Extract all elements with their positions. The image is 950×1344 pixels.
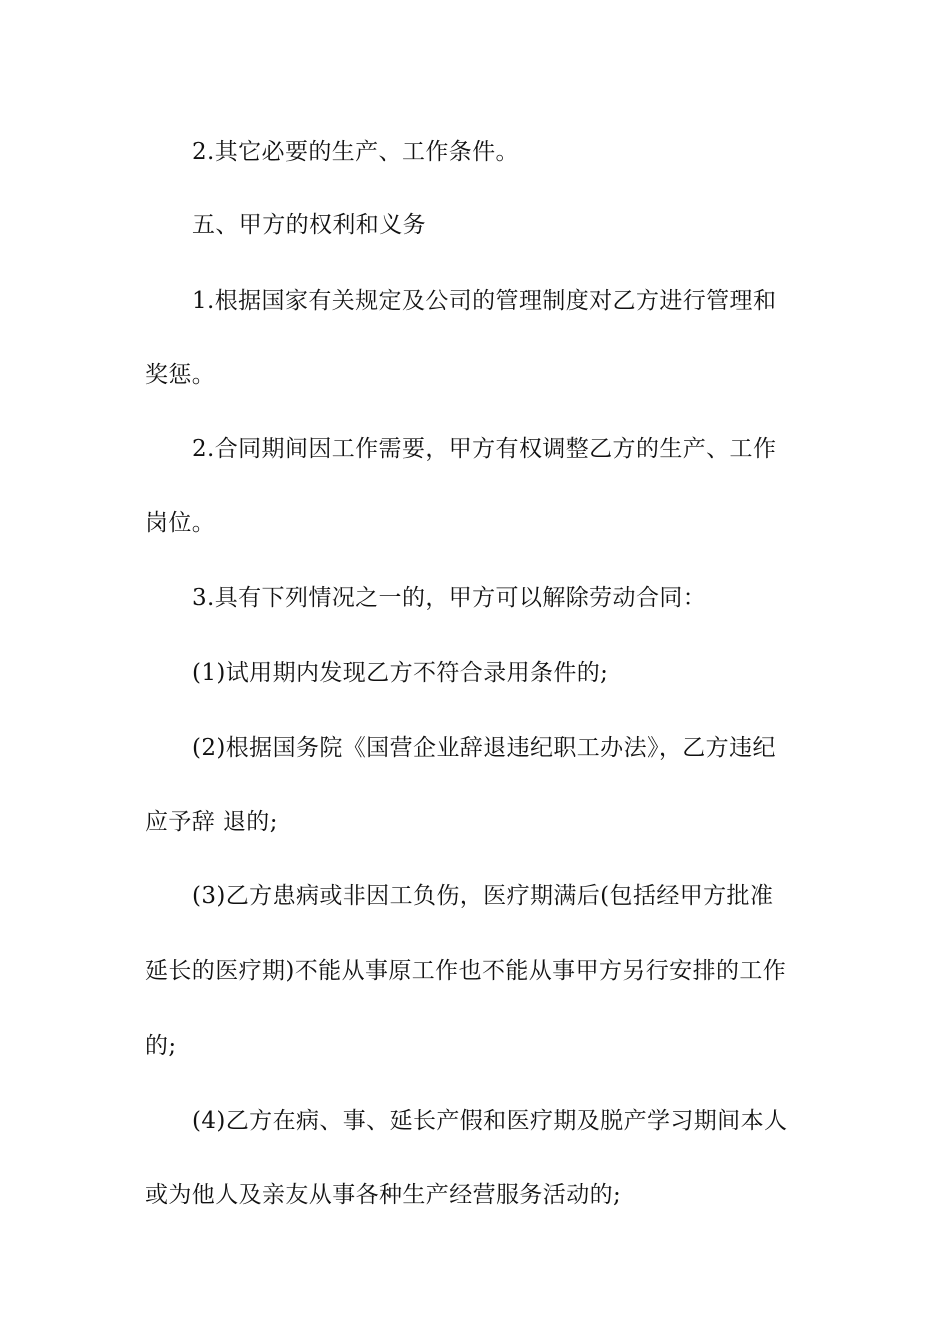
item-terminate-contract: 3.具有下列情况之一的，甲方可以解除劳动合同： [192, 585, 707, 611]
item-management-line2: 奖惩。 [145, 362, 216, 388]
section-heading-party-a-rights: 五、甲方的权利和义务 [192, 212, 426, 238]
item-adjust-position-line1: 2.合同期间因工作需要，甲方有权调整乙方的生产、工作 [192, 436, 777, 462]
subitem-2-line1: (2)根据国务院《国营企业辞退违纪职工办法》，乙方违纪 [192, 735, 776, 761]
item-other-conditions: 2.其它必要的生产、工作条件。 [192, 139, 519, 165]
item-adjust-position-line2: 岗位。 [145, 510, 216, 536]
subitem-4-line1: (4)乙方在病、事、延长产假和医疗期及脱产学习期间本人 [192, 1108, 788, 1134]
subitem-1-probation: (1)试用期内发现乙方不符合录用条件的; [192, 660, 609, 686]
subitem-2-line2: 应予辞 退的; [145, 809, 278, 835]
subitem-3-line2: 延长的医疗期)不能从事原工作也不能从事甲方另行安排的工作 [145, 958, 787, 984]
subitem-4-line2: 或为他人及亲友从事各种生产经营服务活动的; [145, 1182, 622, 1208]
item-management-line1: 1.根据国家有关规定及公司的管理制度对乙方进行管理和 [192, 288, 777, 314]
subitem-3-line3: 的; [145, 1033, 177, 1059]
subitem-3-line1: (3)乙方患病或非因工负伤，医疗期满后(包括经甲方批准 [192, 883, 774, 909]
